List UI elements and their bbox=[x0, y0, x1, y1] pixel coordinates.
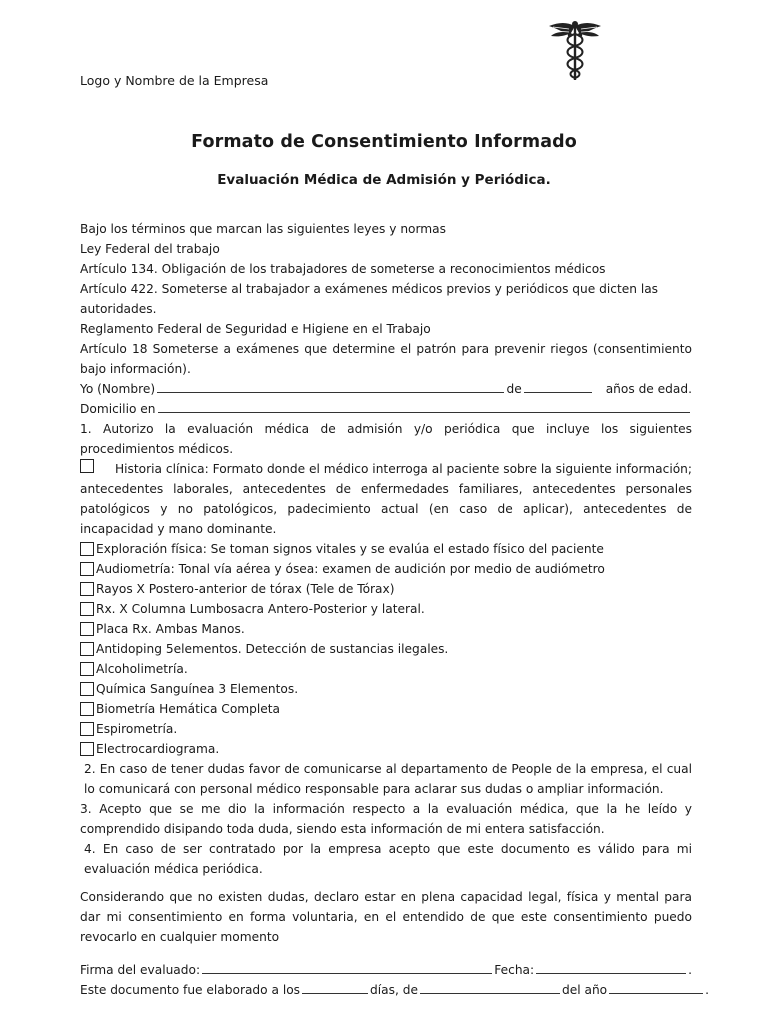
historia-checkbox[interactable] bbox=[80, 459, 94, 473]
procedure-label: Exploración física: Se toman signos vitales y se evalúa el estado físico del paciente bbox=[96, 542, 604, 556]
regulation-title: Reglamento Federal de Seguridad e Higiene en el Trabajo bbox=[80, 322, 431, 336]
legal-intro: Bajo los términos que marcan las siguientes leyes y normas bbox=[80, 222, 446, 236]
item-2-text: 2. En caso de tener dudas favor de comunicarse al departamento de People de la empresa, el cual lo comunicará con personal médico responsable para aclarar sus dudas o ampliar información. bbox=[84, 762, 692, 796]
signature-label: Firma del evaluado: bbox=[80, 963, 201, 977]
days-label: días, de bbox=[370, 983, 418, 997]
caduceus-icon bbox=[545, 18, 605, 82]
days-field[interactable] bbox=[302, 981, 368, 994]
form-body bbox=[80, 219, 710, 1000]
procedure-checkbox[interactable] bbox=[80, 622, 94, 636]
age-prefix-label: de bbox=[506, 382, 522, 396]
article-18: Artículo 18 Someterse a exámenes que determine el patrón para prevenir riegos (consentimiento bajo información). bbox=[80, 342, 692, 376]
procedure-label: Rayos X Postero-anterior de tórax (Tele de Tórax) bbox=[96, 582, 395, 596]
document-title: Formato de Consentimiento Informado bbox=[191, 132, 577, 152]
procedure-checkbox[interactable] bbox=[80, 542, 94, 556]
procedure-item bbox=[80, 739, 692, 759]
article-134: Artículo 134. Obligación de los trabajadores de someterse a reconocimientos médicos bbox=[80, 262, 606, 276]
age-field[interactable] bbox=[524, 380, 592, 393]
date-end: . bbox=[688, 963, 692, 977]
name-field[interactable] bbox=[157, 380, 504, 393]
procedure-label: Química Sanguínea 3 Elementos. bbox=[96, 682, 299, 696]
procedure-label: Placa Rx. Ambas Manos. bbox=[96, 622, 245, 636]
item-3-text: 3. Acepto que se me dio la información respecto a la evaluación médica, que la he leído y comprendido disipando toda duda, siendo esta información de mi entera satisfacción. bbox=[80, 802, 692, 836]
name-age-line bbox=[80, 379, 692, 399]
procedure-item bbox=[80, 579, 692, 599]
signature-line bbox=[80, 960, 692, 980]
company-name-placeholder: Logo y Nombre de la Empresa bbox=[80, 73, 269, 88]
procedure-label: Espirometría. bbox=[96, 722, 178, 736]
article-422: Artículo 422. Someterse al trabajador a exámenes médicos previos y periódicos que dicten las autoridades. bbox=[80, 282, 659, 316]
procedure-label: Rx. X Columna Lumbosacra Antero-Posterior y lateral. bbox=[96, 602, 425, 616]
procedure-item bbox=[80, 559, 692, 579]
procedure-checkbox[interactable] bbox=[80, 742, 94, 756]
procedure-checkbox[interactable] bbox=[80, 702, 94, 716]
signature-field[interactable] bbox=[202, 961, 492, 974]
procedure-label: Audiometría: Tonal vía aérea y ósea: examen de audición por medio de audiómetro bbox=[96, 562, 605, 576]
procedure-checkbox[interactable] bbox=[80, 682, 94, 696]
address-label: Domicilio en bbox=[80, 402, 156, 416]
item-4-text: 4. En caso de ser contratado por la empresa acepto que este documento es válido para mi evaluación médica periódica. bbox=[84, 842, 692, 876]
procedure-item bbox=[80, 659, 692, 679]
procedure-item bbox=[80, 619, 692, 639]
name-label: Yo (Nombre) bbox=[80, 382, 156, 396]
item-1-text: 1. Autorizo la evaluación médica de admisión y/o periódica que incluye los siguientes procedimientos médicos. bbox=[80, 422, 692, 456]
procedure-checkbox[interactable] bbox=[80, 662, 94, 676]
date-field[interactable] bbox=[536, 961, 686, 974]
document-subtitle: Evaluación Médica de Admisión y Periódica. bbox=[217, 172, 551, 188]
procedure-checkbox[interactable] bbox=[80, 722, 94, 736]
procedure-item bbox=[80, 639, 692, 659]
date-label: Fecha: bbox=[494, 963, 535, 977]
procedure-item bbox=[80, 599, 692, 619]
procedure-checkbox[interactable] bbox=[80, 642, 94, 656]
elaboration-line bbox=[80, 980, 710, 1000]
address-line bbox=[80, 399, 692, 419]
year-label: del año bbox=[561, 983, 608, 997]
procedure-item bbox=[80, 719, 692, 739]
elaboration-label: Este documento fue elaborado a los bbox=[80, 983, 301, 997]
procedure-label: Antidoping 5elementos. Detección de sustancias ilegales. bbox=[96, 642, 449, 656]
year-field[interactable] bbox=[609, 981, 703, 994]
procedure-item bbox=[80, 679, 692, 699]
procedure-label: Biometría Hemática Completa bbox=[96, 702, 281, 716]
procedure-label: Electrocardiograma. bbox=[96, 742, 220, 756]
procedure-checkbox[interactable] bbox=[80, 602, 94, 616]
age-suffix-label: años de edad. bbox=[605, 382, 692, 396]
procedure-item bbox=[80, 699, 692, 719]
year-end: . bbox=[705, 983, 710, 997]
procedure-historia bbox=[80, 459, 692, 539]
procedure-historia-label: Historia clínica: Formato donde el médico interroga al paciente sobre la siguiente información; antecedentes laborales, antecedentes de enfermedades familiares, antecedentes personales patológicos y no patológicos, padecimiento actual (en caso de aplicar), antecedentes de incapacidad y mano dominante. bbox=[80, 462, 692, 536]
address-field[interactable] bbox=[158, 400, 690, 413]
month-field[interactable] bbox=[420, 981, 560, 994]
procedure-label: Alcoholimetría. bbox=[96, 662, 188, 676]
procedure-checkbox[interactable] bbox=[80, 562, 94, 576]
procedure-checkbox[interactable] bbox=[80, 582, 94, 596]
law-title: Ley Federal del trabajo bbox=[80, 242, 220, 256]
closing-statement: Considerando que no existen dudas, declaro estar en plena capacidad legal, física y mental para dar mi consentimiento en forma voluntaria, en el entendido de que este consentimiento puedo revocarlo en cualquier momento bbox=[80, 890, 692, 944]
procedure-item bbox=[80, 539, 692, 559]
